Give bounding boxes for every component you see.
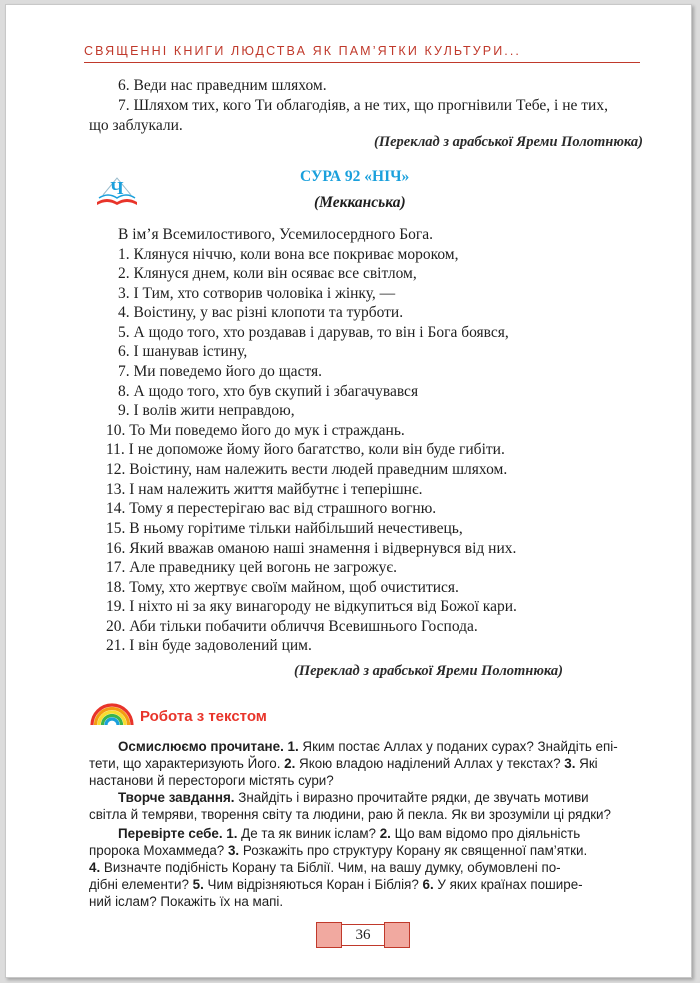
task-line: Творче завдання. Знайдіть і виразно прочитайте рядки, де звучать мотиви: [118, 790, 589, 805]
sura-line: 7. Ми поведемо його до щастя.: [118, 363, 323, 380]
sura-title: СУРА 92 «НІЧ»: [300, 168, 410, 185]
sura-line: 9. І волів жити неправдою,: [118, 402, 295, 419]
task-line: 4. Визначте подібність Корану та Біблії. Чим, на вашу думку, обумовлені по-: [89, 860, 561, 875]
sura-line: 2. Клянуся днем, коли він осяває все світлом,: [118, 265, 417, 282]
sura-line: 20. Аби тільки побачити обличчя Всевишнього Господа.: [106, 618, 478, 635]
sura-line: 14. Тому я перестерігаю вас від страшного вогню.: [106, 500, 437, 517]
page-number-box: [316, 922, 410, 948]
sura-subtitle: (Мекканська): [314, 194, 406, 211]
sura-line: 17. Але праведнику цей вогонь не загрожує.: [106, 559, 397, 576]
sura-line: В ім’я Всемилостивого, Усемилосердного Бога.: [118, 226, 433, 243]
sura-line: 1. Клянуся ніччю, коли вона все покриває мороком,: [118, 246, 459, 263]
sura-line: 12. Воістину, нам належить вести людей праведним шляхом.: [106, 461, 508, 478]
task-line: Перевірте себе. 1. Де та як виник іслам? 2. Що вам відомо про діяльність: [118, 826, 581, 841]
page-corner-box-right: [384, 922, 410, 948]
rainbow-icon: [89, 700, 135, 726]
task-line: ний іслам? Покажіть їх на мапі.: [89, 894, 284, 909]
sura-line: 3. І Тим, хто сотворив чоловіка і жінку, —: [118, 285, 396, 302]
sura-line: 13. І нам належить життя майбутнє і теперішнє.: [106, 481, 423, 498]
header-rule: [84, 62, 640, 63]
verse-line: 7. Шляхом тих, кого Ти облагодіяв, а не тих, що прогнівили Тебе, і не тих,: [118, 97, 608, 114]
translator-note: (Переклад з арабської Яреми Полотнюка): [374, 134, 643, 150]
translator-note: (Переклад з арабської Яреми Полотнюка): [294, 663, 563, 679]
sura-line: 18. Тому, хто жертвує своїм майном, щоб очиститися.: [106, 579, 459, 596]
sura-line: 16. Який вважав оманою наші знамення і відвернувся від них.: [106, 540, 517, 557]
sura-line: 19. І ніхто ні за яку винагороду не відкупиться від Божої кари.: [106, 598, 517, 615]
sura-line: 5. А щодо того, хто роздавав і дарував, то він і Бога боявся,: [118, 324, 509, 341]
page-corner-box-left: [316, 922, 342, 948]
sura-line: 4. Воістину, у вас різні клопоти та турботи.: [118, 304, 404, 321]
task-line: пророка Мохаммеда? 3. Розкажіть про структуру Корану як священної пам’ятки.: [89, 843, 588, 858]
task-line: тети, що характеризують Його. 2. Якою владою наділений Аллах у текстах? 3. Які: [89, 756, 598, 771]
sura-line: 6. І шанував істину,: [118, 343, 248, 360]
task-line: дібні елементи? 5. Чим відрізняються Коран і Біблія? 6. У яких країнах пошире-: [89, 877, 583, 892]
sura-line: 11. І не допоможе йому його багатство, коли він буде гибіти.: [106, 441, 505, 458]
sura-line: 8. А щодо того, хто був скупий і збагачувався: [118, 383, 419, 400]
task-line: настанови й перестороги містять сури?: [89, 773, 334, 788]
sura-line: 15. В ньому горітиме тільки найбільший нечестивець,: [106, 520, 463, 537]
book-letter-ch-icon: [93, 168, 141, 210]
verse-line: 6. Веди нас праведним шляхом.: [118, 77, 327, 94]
section-title: Робота з текстом: [140, 708, 267, 725]
page-number: 36: [342, 924, 384, 946]
running-header: СВЯЩЕННІ КНИГИ ЛЮДСТВА ЯК ПАМ’ЯТКИ КУЛЬТУРИ...: [84, 44, 521, 58]
sura-line: 21. І він буде задоволений цим.: [106, 637, 312, 654]
svg-text:Ч: Ч: [110, 178, 124, 198]
verse-line: що заблукали.: [89, 117, 183, 134]
task-line: Осмислюємо прочитане. 1. Яким постає Аллах у поданих сурах? Знайдіть епі-: [118, 739, 618, 754]
sura-line: 10. То Ми поведемо його до мук і страждань.: [106, 422, 405, 439]
task-line: світла й темряви, творення світу та людини, раю й пекла. Як ви зрозуміли ці рядки?: [89, 807, 611, 822]
